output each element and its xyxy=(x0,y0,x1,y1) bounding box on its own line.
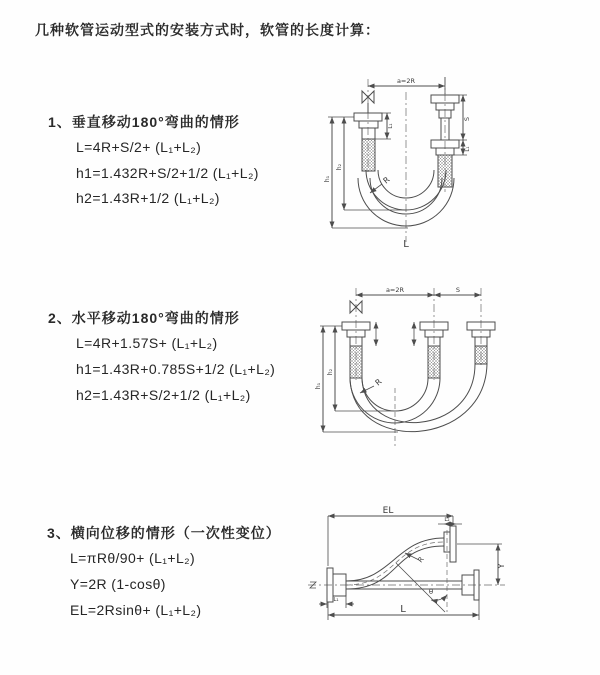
d3-radius-label: R xyxy=(416,555,426,565)
section-3-formula-l: L=πRθ/90+ (L₁+L₂) xyxy=(70,550,196,566)
d1-radius-label: R xyxy=(381,175,392,186)
d1-stroke-dim-label: S xyxy=(463,116,471,122)
d3-theta-label: θ xyxy=(428,588,434,596)
page-title: 几种软管运动型式的安装方式时，软管的长度计算： xyxy=(35,22,380,38)
d2-left-flange xyxy=(342,322,370,378)
d2-stroke-dim-label: S xyxy=(455,286,461,294)
section-1-formula-h1: h1=1.432R+S/2+1/2 (L₁+L₂) xyxy=(76,165,259,181)
d3-l2-dim-label: L₂ xyxy=(444,517,450,523)
d3-upper-flange xyxy=(444,526,456,562)
section-3-formula-el: EL=2Rsinθ+ (L₁+L₂) xyxy=(70,602,202,618)
d2-radius-label: R xyxy=(373,377,384,388)
d1-span-dim-label: a=2R xyxy=(396,77,416,85)
section-1-formula-l: L=4R+S/2+ (L₁+L₂) xyxy=(76,139,202,155)
d1-h1-dim-label: h₁ xyxy=(324,175,331,183)
section-1-formula-h2: h2=1.43R+1/2 (L₁+L₂) xyxy=(76,190,220,206)
d2-h1-dim-label: h₁ xyxy=(315,382,322,390)
section-2-formula-h1: h1=1.43R+0.785S+1/2 (L₁+L₂) xyxy=(76,361,276,377)
section-2-heading: 2、水平移动180°弯曲的情形 xyxy=(48,310,240,326)
d3-el-dim-label: EL xyxy=(382,506,394,516)
d2-h2-dim-label: h₂ xyxy=(327,368,334,376)
section-3-heading: 3、横向位移的情形（一次性变位） xyxy=(47,525,281,541)
diagram-horizontal-movement xyxy=(310,280,600,455)
diagram-vertical-movement xyxy=(310,70,600,265)
d2-middle-flange xyxy=(420,322,448,378)
d1-h2-dim-label: h₂ xyxy=(336,163,343,171)
d3-l1-dim-label: L₁ xyxy=(333,597,339,603)
d2-hose-curves xyxy=(350,364,487,432)
section-2-formula-l: L=4R+1.57S+ (L₁+L₂) xyxy=(76,335,218,351)
d1-l1-left-dim-label: L₁ xyxy=(388,123,394,129)
diagram-lateral-displacement xyxy=(300,500,600,650)
d1-length-label: L xyxy=(403,239,409,250)
d2-span-dim-label: a=2R xyxy=(385,286,405,294)
d1-left-flange xyxy=(354,113,382,171)
d3-l-dim-label: L xyxy=(400,604,406,615)
section-2-formula-h2: h2=1.43R+S/2+1/2 (L₁+L₂) xyxy=(76,387,251,403)
d1-l1-right-dim-label: L₁ xyxy=(465,146,471,152)
section-1-heading: 1、垂直移动180°弯曲的情形 xyxy=(48,114,240,130)
d3-y-dim-label: Y xyxy=(497,563,506,569)
section-3-formula-y: Y=2R (1-cosθ) xyxy=(70,576,166,592)
